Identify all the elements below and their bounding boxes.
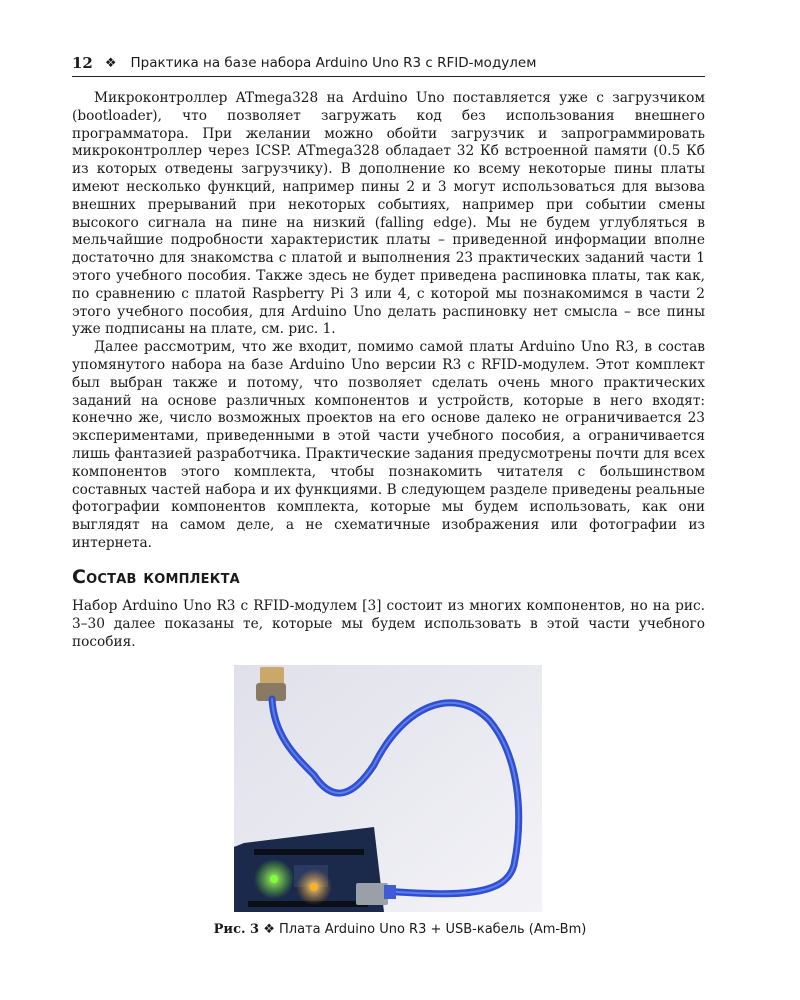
figure-caption	[0, 922, 800, 937]
led-green	[270, 875, 278, 883]
running-title: Практика на базе набора Arduino Uno R3 с RFID-модулем	[130, 55, 537, 71]
page-number: 12	[72, 54, 93, 72]
intro-text	[72, 90, 705, 553]
running-header	[72, 50, 705, 77]
section-text	[72, 598, 705, 651]
header-ornament-icon: ❖	[104, 55, 117, 71]
led-yellow	[310, 883, 318, 891]
paragraph-2: Далее рассмотрим, что же входит, помимо самой платы Arduino Uno R3, в состав упомянутого набора на базе Arduino Uno версии R3 с RFID-модулем. Этот комплект был выбран также и потому, что позволяет сделать очень много практических заданий на основе различных компонентов и устройств, которые в него входят: конечно же, число возможных проектов на его основе далеко не ограничивается 23 экспериментами, приведенными в этой части учебного пособия, а ограничивается лишь фантазией разработчика. Практические задания предусмотрены почти для всех компонентов этого комплекта, чтобы познакомить читателя с большинством составных частей набора и их функциями. В следующем разделе приведены реальные фотографии компонентов комплекта, которые мы будем использовать, как они выглядят на самом деле, а не схематичные изображения или фотографии из интернета.	[72, 339, 705, 551]
paragraph-1: Микроконтроллер ATmega328 на Arduino Uno поставляется уже с загрузчиком (bootloader), что позволяет загружать код без использования внешнего программатора. При желании можно обойти загрузчик и запрограммировать микроконтроллер через ICSP. ATmega328 обладает 32 Кб встроенной памяти (0.5 Кб из которых отведены загрузчику). В дополнение ко всему некоторые пины платы имеют несколько функций, например пины 2 и 3 могут использоваться для вызова внешних прерываний при некоторых событиях, например при событии смены высокого сигнала на пине на низкий (falling edge). Мы не будем углубляться в мельчайшие подробности характеристик платы – приведенной информации вполне достаточно для знакомства с платой и выполнения 23 практических заданий части 1 этого учебного пособия. Также здесь не будет приведена распиновка платы, так как, по сравнению с платой Raspberry Pi 3 или 4, с которой мы познакомимся в части 2 этого учебного пособия, для Arduino Uno делать распиновку нет смысла – все пины уже подписаны на плате, см. рис. 1.	[72, 90, 705, 338]
section-heading: Состав комплекта	[72, 566, 240, 588]
caption-text: Плата Arduino Uno R3 + USB-кабель (Am-Bm)	[279, 922, 587, 937]
figure-photo	[234, 665, 542, 912]
section-paragraph: Набор Arduino Uno R3 с RFID-модулем [3] состоит из многих компонентов, но на рис. 3–30 далее показаны те, которые мы будем использовать в этой части учебного пособия.	[72, 598, 705, 650]
caption-ornament-icon: ❖	[263, 922, 275, 937]
arduino-photo-image	[234, 665, 542, 912]
figure-label: Рис. 3	[213, 922, 260, 937]
usb-b-plug	[356, 883, 388, 905]
